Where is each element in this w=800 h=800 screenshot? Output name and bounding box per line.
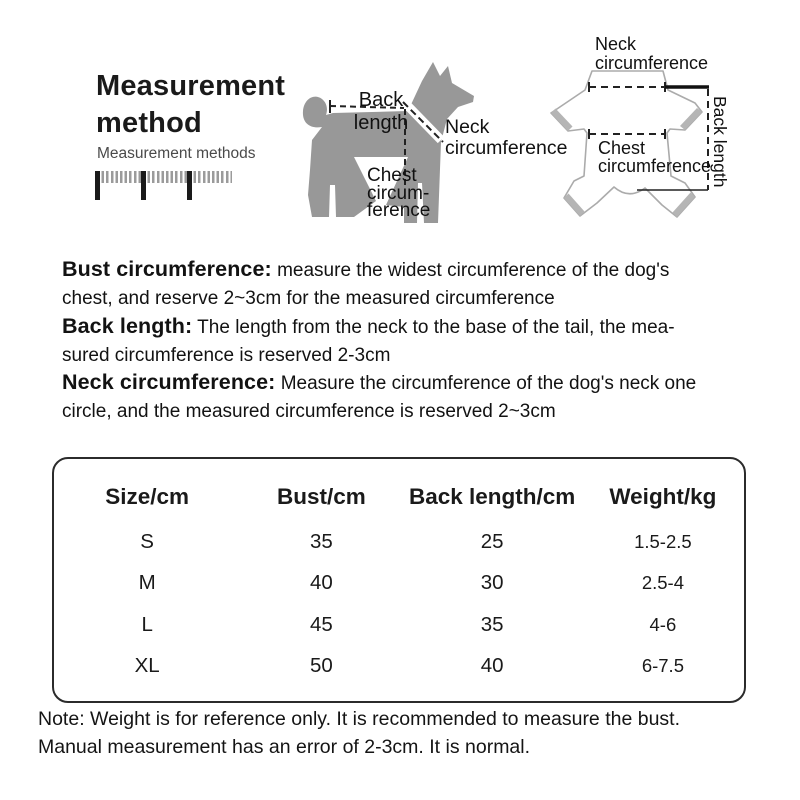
table-cell: 50 <box>309 654 333 678</box>
table-header-weight: Weight/kg <box>609 484 717 509</box>
note-line1: Note: Weight is for reference only. It is recommended to measure the bust. <box>38 708 680 730</box>
ruler-tall-tick <box>141 171 146 200</box>
dog-back-length-label: Back length <box>353 89 409 134</box>
dog-chest-label: Chest circum- ference <box>367 165 431 221</box>
garment-back-length-label: Back length <box>710 96 730 188</box>
table-cell: 25 <box>480 529 504 553</box>
instruction-line: circle, and the measured circumference is reserved 2~3cm <box>62 401 556 423</box>
size-table <box>52 457 746 703</box>
table-cell: 1.5-2.5 <box>634 530 692 552</box>
instruction-line: sured circumference is reserved 2-3cm <box>62 344 391 366</box>
table-cell: 45 <box>309 612 333 636</box>
table-cell: 35 <box>309 529 333 553</box>
table-cell: 30 <box>480 571 504 595</box>
ruler-tall-tick <box>187 171 192 200</box>
page-subtitle: Measurement methods <box>97 145 256 162</box>
note-line2: Manual measurement has an error of 2-3cm. It is normal. <box>38 735 531 758</box>
page-title-line2: method <box>96 107 202 139</box>
table-cell: 35 <box>480 612 504 636</box>
table-cell: 40 <box>480 654 504 678</box>
instruction-line: Back length: The length from the neck to the base of the tail, the mea- <box>62 313 675 338</box>
table-row <box>54 563 744 605</box>
table-cell: 6-7.5 <box>641 655 684 677</box>
table-header-row <box>54 473 744 521</box>
table-cell: XL <box>134 654 160 678</box>
garment-chest-label: Chest circumference <box>598 138 712 176</box>
ruler-small-ticks <box>97 171 232 183</box>
garment-neck-label: Neck circumference <box>595 34 709 73</box>
table-cell: 40 <box>309 571 333 595</box>
measurement-instructions <box>62 256 754 426</box>
ruler-icon <box>95 171 232 200</box>
table-cell: L <box>141 612 153 636</box>
table-header-size: Size/cm <box>105 484 190 509</box>
instruction-line: chest, and reserve 2~3cm for the measured circumference <box>62 288 555 310</box>
dog-neck-label: Neck circumference <box>445 116 568 159</box>
ruler-tall-tick <box>95 171 100 200</box>
page-title-line1: Measurement <box>96 70 286 102</box>
table-cell: 2.5-4 <box>641 572 684 594</box>
table-row <box>54 646 744 688</box>
page-title <box>96 68 285 142</box>
table-cell: S <box>140 529 154 553</box>
instruction-line: Bust circumference: measure the widest circumference of the dog's <box>62 257 670 281</box>
table-row <box>54 521 744 563</box>
table-header-bust: Bust/cm <box>276 484 366 509</box>
table-cell: 4-6 <box>649 613 677 635</box>
table-cell: M <box>138 571 156 595</box>
note-text <box>38 706 768 761</box>
table-header-back-length: Back length/cm <box>408 484 576 509</box>
table-row <box>54 604 744 646</box>
instruction-line: Neck circumference: Measure the circumference of the dog's neck one <box>62 370 697 395</box>
